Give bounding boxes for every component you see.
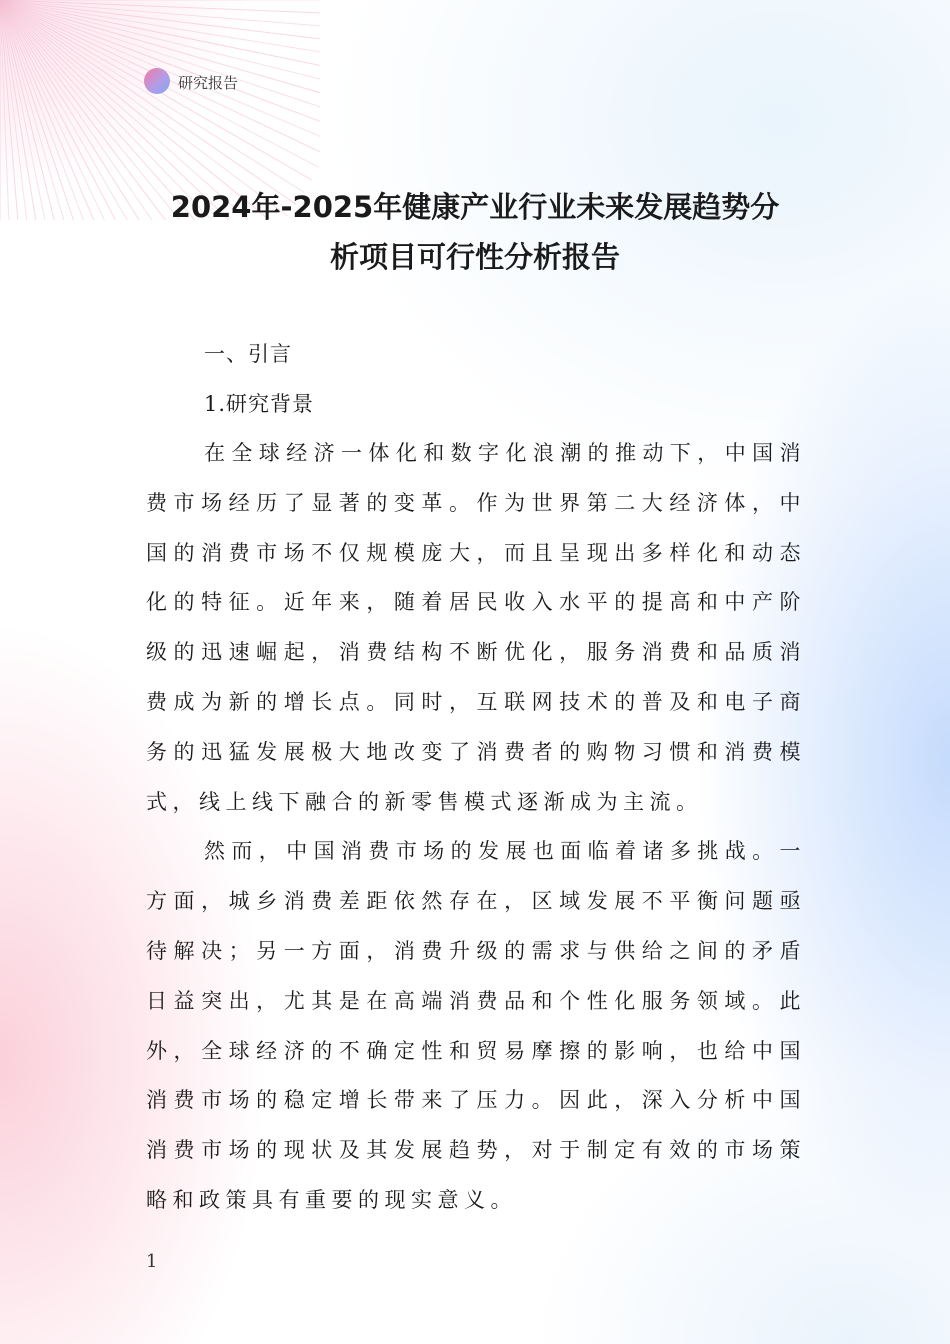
document-title	[100, 182, 850, 282]
corner-ray	[0, 0, 320, 29]
subsection-heading-background: 1.研究背景	[204, 392, 315, 416]
document-title-line-1: 2024年-2025年健康产业行业未来发展趋势分	[170, 190, 780, 224]
document-body	[146, 329, 806, 1226]
brand-logo-icon	[144, 68, 170, 94]
section-heading-introduction: 一、引言	[204, 342, 292, 366]
document-title-line-2: 析项目可行性分析报告	[329, 240, 620, 274]
corner-ray	[0, 0, 320, 58]
brand-label: 研究报告	[178, 74, 239, 92]
body-paragraph-2: 然而，中国消费市场的发展也面临着诸多挑战。一方面，城乡消费差距依然存在，区域发展不平衡问题亟待解决；另一方面，消费升级的需求与供给之间的矛盾日益突出，尤其是在高端消费品和个性化服务领域。此外，全球经济的不确定性和贸易摩擦的影响，也给中国消费市场的稳定增长带来了压力。因此，深入分析中国消费市场的现状及其发展趋势，对于制定有效的市场策略和政策具有重要的现实意义。	[146, 839, 806, 1212]
body-paragraph-1: 在全球经济一体化和数字化浪潮的推动下，中国消费市场经历了显著的变革。作为世界第二大经济体，中国的消费市场不仅规模庞大，而且呈现出多样化和动态化的特征。近年来，随着居民收入水平的提高和中产阶级的迅速崛起，消费结构不断优化，服务消费和品质消费成为新的增长点。同时，互联网技术的普及和电子商务的迅猛发展极大地改变了消费者的购物习惯和消费模式，线上线下融合的新零售模式逐渐成为主流。	[146, 441, 806, 814]
corner-ray	[0, 0, 320, 114]
page-number: 1	[146, 1251, 158, 1272]
